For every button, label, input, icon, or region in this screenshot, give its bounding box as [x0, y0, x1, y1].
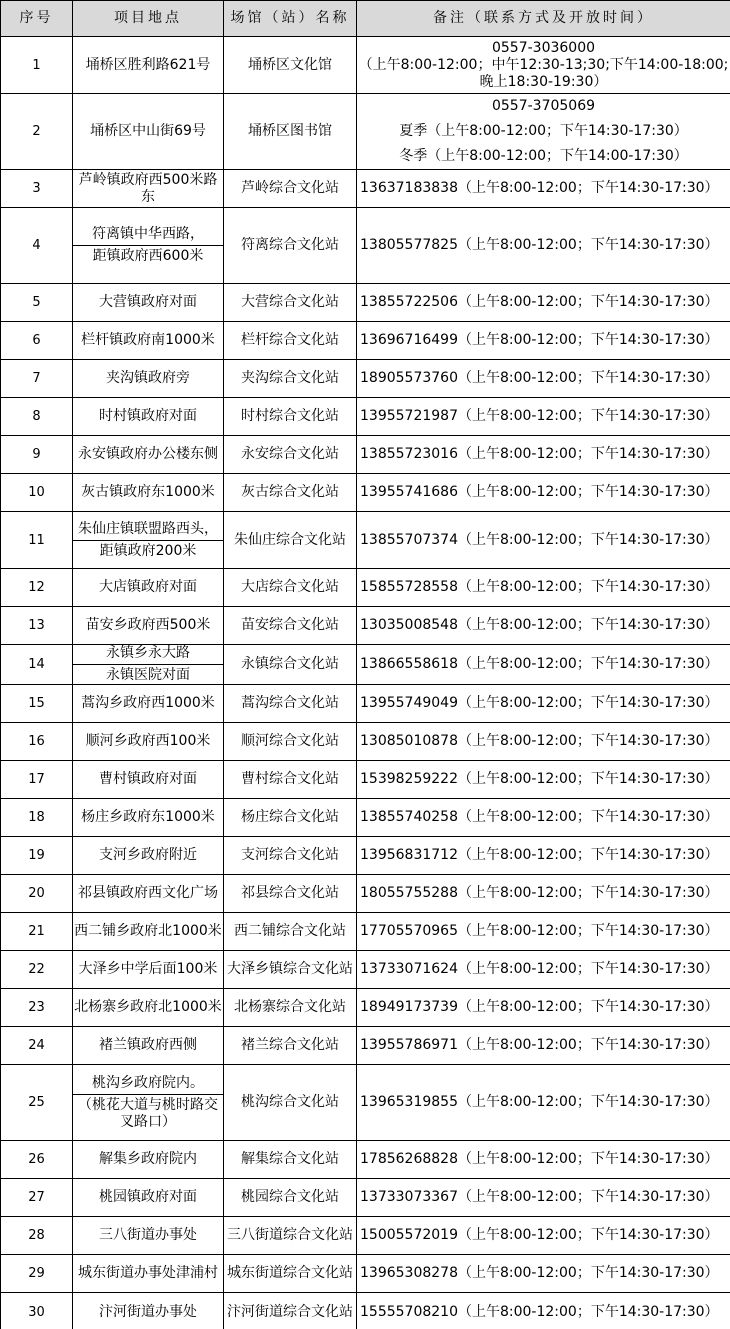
- row-seq: 1: [1, 37, 73, 94]
- table-row: [1, 799, 730, 837]
- header-seq: 序号: [1, 1, 73, 37]
- table-row: [1, 1293, 730, 1329]
- row-note: [357, 951, 730, 989]
- note-text: 18949173739（上午8:00-12:00；下午14:30-17:30）: [360, 999, 719, 1015]
- row-location: [73, 607, 224, 645]
- row-seq: 27: [1, 1179, 73, 1217]
- note-text: 13696716499（上午8:00-12:00；下午14:30-17:30）: [360, 332, 719, 348]
- row-venue: 苗安综合文化站: [224, 607, 357, 645]
- note-text: 18055755288（上午8:00-12:00；下午14:30-17:30）: [360, 885, 719, 901]
- row-note: [357, 645, 730, 685]
- row-venue: 埇桥区文化馆: [224, 37, 357, 94]
- table-row: [1, 37, 730, 94]
- row-venue: 朱仙庄综合文化站: [224, 512, 357, 569]
- row-seq: 19: [1, 837, 73, 875]
- row-note: [357, 284, 730, 322]
- row-seq: 13: [1, 607, 73, 645]
- row-seq: 26: [1, 1141, 73, 1179]
- row-location: [73, 1065, 224, 1141]
- note-text: 13965308278（上午8:00-12:00；下午14:30-17:30）: [360, 1265, 719, 1281]
- row-seq: 12: [1, 569, 73, 607]
- location-divider: [73, 245, 223, 246]
- location-text: 桃园镇政府对面: [99, 1189, 197, 1205]
- note-text: 13955749049（上午8:00-12:00；下午14:30-17:30）: [360, 695, 719, 711]
- row-venue: 曹村综合文化站: [224, 761, 357, 799]
- location-text: 距镇政府200米: [99, 542, 197, 559]
- table-row: [1, 94, 730, 170]
- location-text: 永镇医院对面: [106, 667, 190, 683]
- location-text: 夹沟镇政府旁: [106, 370, 190, 386]
- table-row: [1, 1179, 730, 1217]
- row-note: [357, 1027, 730, 1065]
- row-seq: 5: [1, 284, 73, 322]
- row-seq: 8: [1, 398, 73, 436]
- row-venue: 芦岭综合文化站: [224, 170, 357, 208]
- location-text: 桃沟乡政府院内。: [92, 1074, 204, 1091]
- note-text: 18905573760（上午8:00-12:00；下午14:30-17:30）: [360, 370, 719, 386]
- note-text: 17705570965（上午8:00-12:00；下午14:30-17:30）: [360, 923, 719, 939]
- note-text: 15555708210（上午8:00-12:00；下午14:30-17:30）: [360, 1303, 719, 1320]
- note-text: 13035008548（上午8:00-12:00；下午14:30-17:30）: [360, 617, 719, 633]
- note-text: 13805577825（上午8:00-12:00；下午14:30-17:30）: [360, 237, 719, 253]
- row-note: [357, 875, 730, 913]
- row-note: [357, 398, 730, 436]
- row-note: [357, 208, 730, 284]
- location-text: 顺河乡政府西100米: [85, 733, 211, 749]
- row-seq: 4: [1, 208, 73, 284]
- location-text: 曹村镇政府对面: [99, 771, 197, 787]
- row-venue: 三八街道综合文化站: [224, 1217, 357, 1255]
- table-row: [1, 1255, 730, 1293]
- row-location: [73, 875, 224, 913]
- row-seq: 2: [1, 94, 73, 170]
- location-text: 符离镇中华西路，: [92, 226, 204, 242]
- table-row: [1, 1027, 730, 1065]
- location-text: 北杨寨乡政府北1000米: [74, 999, 222, 1015]
- location-text: 蒿沟乡政府西1000米: [81, 695, 215, 711]
- row-venue: 杨庄综合文化站: [224, 799, 357, 837]
- row-seq: 16: [1, 723, 73, 761]
- row-venue: 桃园综合文化站: [224, 1179, 357, 1217]
- note-text: 13855722506（上午8:00-12:00；下午14:30-17:30）: [360, 294, 719, 310]
- note-text: 13085010878（上午8:00-12:00；下午14:30-17:30）: [360, 733, 719, 749]
- row-venue: 城东街道综合文化站: [224, 1255, 357, 1293]
- row-note: [357, 436, 730, 474]
- row-seq: 18: [1, 799, 73, 837]
- row-venue: 大泽乡镇综合文化站: [224, 951, 357, 989]
- location-divider: [73, 1094, 223, 1095]
- row-note: [357, 360, 730, 398]
- row-location: [73, 989, 224, 1027]
- location-text: 灰古镇政府东1000米: [81, 484, 215, 500]
- row-note: [357, 799, 730, 837]
- table-row: [1, 761, 730, 799]
- row-note: [357, 1255, 730, 1293]
- row-venue: 北杨寨综合文化站: [224, 989, 357, 1027]
- row-location: [73, 1179, 224, 1217]
- note-text: 17856268828（上午8:00-12:00；下午14:30-17:30）: [360, 1151, 719, 1167]
- row-location: [73, 37, 224, 94]
- row-location: [73, 761, 224, 799]
- row-venue: 夹沟综合文化站: [224, 360, 357, 398]
- table-row: [1, 512, 730, 569]
- location-text: 城东街道办事处津浦村: [78, 1265, 218, 1281]
- table-row: [1, 837, 730, 875]
- note-text: 13733073367（上午8:00-12:00；下午14:30-17:30）: [360, 1189, 719, 1205]
- row-seq: 20: [1, 875, 73, 913]
- row-note: [357, 1141, 730, 1179]
- row-seq: 9: [1, 436, 73, 474]
- location-text: 大营镇政府对面: [99, 294, 197, 310]
- row-seq: 28: [1, 1217, 73, 1255]
- row-note: [357, 1217, 730, 1255]
- location-divider: [73, 540, 223, 541]
- note-text: 13955721987（上午8:00-12:00；下午14:30-17:30）: [360, 408, 719, 424]
- note-text: 15005572019（上午8:00-12:00；下午14:30-17:30）: [360, 1227, 719, 1243]
- row-location: [73, 474, 224, 512]
- note-text: 15398259222（上午8:00-12:00；下午14:30-17:30）: [360, 771, 719, 787]
- row-location: [73, 1293, 224, 1329]
- row-location: [73, 1255, 224, 1293]
- location-divider: [73, 664, 223, 665]
- table-row: [1, 208, 730, 284]
- location-text: 埇桥区胜利路621号: [85, 56, 211, 73]
- table-row: [1, 913, 730, 951]
- note-text: 13855707374（上午8:00-12:00；下午14:30-17:30）: [360, 531, 719, 548]
- location-text: 永镇乡永大路: [106, 645, 190, 661]
- table-row: [1, 989, 730, 1027]
- table-row: [1, 875, 730, 913]
- row-location: [73, 645, 224, 685]
- row-location: [73, 951, 224, 989]
- row-note: [357, 607, 730, 645]
- row-note: [357, 322, 730, 360]
- note-text: 13955786971（上午8:00-12:00；下午14:30-17:30）: [360, 1037, 719, 1053]
- row-seq: 6: [1, 322, 73, 360]
- row-note: [357, 37, 730, 94]
- location-text: 埇桥区中山街69号: [90, 123, 206, 139]
- note-text: 13733071624（上午8:00-12:00；下午14:30-17:30）: [360, 961, 719, 977]
- row-venue: 大店综合文化站: [224, 569, 357, 607]
- table-row: [1, 723, 730, 761]
- location-text: 西二铺乡政府北1000米: [74, 923, 222, 939]
- row-seq: 25: [1, 1065, 73, 1141]
- table-row: [1, 1065, 730, 1141]
- row-note: [357, 512, 730, 569]
- location-text: 杨庄乡政府东1000米: [81, 809, 215, 825]
- table-row: [1, 569, 730, 607]
- location-text: 大泽乡中学后面100米: [78, 961, 218, 977]
- row-venue: 支河综合文化站: [224, 837, 357, 875]
- row-location: [73, 799, 224, 837]
- note-text: 13855740258（上午8:00-12:00；下午14:30-17:30）: [360, 809, 719, 825]
- row-seq: 30: [1, 1293, 73, 1329]
- row-seq: 23: [1, 989, 73, 1027]
- row-note: [357, 685, 730, 723]
- table-row: [1, 607, 730, 645]
- row-location: [73, 1027, 224, 1065]
- location-text: 芦岭镇政府西500米路东: [78, 171, 218, 205]
- table-row: [1, 1217, 730, 1255]
- row-venue: 灰古综合文化站: [224, 474, 357, 512]
- row-location: [73, 1217, 224, 1255]
- row-venue: 永安综合文化站: [224, 436, 357, 474]
- row-note: [357, 569, 730, 607]
- row-seq: 24: [1, 1027, 73, 1065]
- row-venue: 褚兰综合文化站: [224, 1027, 357, 1065]
- location-text: 距镇政府西600米: [92, 248, 204, 264]
- location-text: 解集乡政府院内: [99, 1151, 197, 1167]
- note-text: 15855728558（上午8:00-12:00；下午14:30-17:30）: [360, 579, 719, 595]
- table-row: [1, 474, 730, 512]
- row-venue: 时村综合文化站: [224, 398, 357, 436]
- row-venue: 埇桥区图书馆: [224, 94, 357, 170]
- row-venue: 顺河综合文化站: [224, 723, 357, 761]
- row-seq: 11: [1, 512, 73, 569]
- location-text: 时村镇政府对面: [99, 408, 197, 424]
- header-row: [1, 1, 730, 37]
- row-location: [73, 685, 224, 723]
- row-note: [357, 989, 730, 1027]
- header-venue: 场馆（站）名称: [224, 1, 357, 37]
- row-seq: 17: [1, 761, 73, 799]
- header-note: 备注（联系方式及开放时间）: [357, 1, 730, 37]
- row-seq: 29: [1, 1255, 73, 1293]
- row-seq: 10: [1, 474, 73, 512]
- row-note: [357, 1179, 730, 1217]
- note-text: 13955741686（上午8:00-12:00；下午14:30-17:30）: [360, 484, 719, 500]
- row-seq: 7: [1, 360, 73, 398]
- note-text: 13866558618（上午8:00-12:00；下午14:30-17:30）: [360, 656, 719, 672]
- row-location: [73, 512, 224, 569]
- table-row: [1, 322, 730, 360]
- row-seq: 14: [1, 645, 73, 685]
- row-seq: 21: [1, 913, 73, 951]
- row-venue: 永镇综合文化站: [224, 645, 357, 685]
- table-row: [1, 951, 730, 989]
- location-text: 支河乡政府附近: [99, 847, 197, 863]
- table-row: [1, 398, 730, 436]
- note-text: 0557-3036000: [491, 39, 596, 56]
- row-venue: 西二铺综合文化站: [224, 913, 357, 951]
- table-row: [1, 284, 730, 322]
- row-location: [73, 94, 224, 170]
- row-seq: 15: [1, 685, 73, 723]
- row-venue: 大营综合文化站: [224, 284, 357, 322]
- row-location: [73, 723, 224, 761]
- location-text: （桃花大道与桃时路交叉路口）: [78, 1096, 218, 1130]
- row-venue: 解集综合文化站: [224, 1141, 357, 1179]
- location-text: 三八街道办事处: [99, 1227, 197, 1243]
- row-venue: 蒿沟综合文化站: [224, 685, 357, 723]
- note-text: 13965319855（上午8:00-12:00；下午14:30-17:30）: [360, 1094, 719, 1110]
- row-seq: 22: [1, 951, 73, 989]
- row-note: [357, 723, 730, 761]
- location-text: 栏杆镇政府南1000米: [81, 332, 215, 348]
- table-row: [1, 170, 730, 208]
- row-note: [357, 761, 730, 799]
- row-location: [73, 837, 224, 875]
- row-location: [73, 436, 224, 474]
- header-location: 项目地点: [73, 1, 224, 37]
- row-location: [73, 360, 224, 398]
- row-venue: 栏杆综合文化站: [224, 322, 357, 360]
- note-text: 夏季（上午8:00-12:00；下午14:30-17:30）: [399, 123, 688, 139]
- row-location: [73, 322, 224, 360]
- table-row: [1, 685, 730, 723]
- row-venue: 符离综合文化站: [224, 208, 357, 284]
- row-location: [73, 569, 224, 607]
- location-text: 永安镇政府办公楼东侧: [78, 446, 218, 462]
- row-note: [357, 913, 730, 951]
- row-note: [357, 94, 730, 170]
- note-text: 13956831712（上午8:00-12:00；下午14:30-17:30）: [360, 847, 719, 863]
- note-text: 0557-3705069: [491, 98, 596, 114]
- row-note: [357, 170, 730, 208]
- location-text: 祁县镇政府西文化广场: [78, 885, 218, 901]
- row-location: [73, 913, 224, 951]
- table-row: [1, 360, 730, 398]
- location-text: 苗安乡政府西500米: [85, 617, 211, 633]
- note-text: 冬季（上午8:00-12:00；下午14:00-17:30）: [399, 148, 688, 164]
- location-text: 汴河街道办事处: [99, 1303, 197, 1320]
- row-seq: 3: [1, 170, 73, 208]
- row-location: [73, 284, 224, 322]
- row-venue: 桃沟综合文化站: [224, 1065, 357, 1141]
- table-row: [1, 645, 730, 685]
- row-venue: 祁县综合文化站: [224, 875, 357, 913]
- row-location: [73, 170, 224, 208]
- row-note: [357, 474, 730, 512]
- location-text: 朱仙庄镇联盟路西头，: [78, 520, 218, 537]
- row-venue: 汴河街道综合文化站: [224, 1293, 357, 1329]
- row-note: [357, 1293, 730, 1329]
- row-location: [73, 398, 224, 436]
- table-row: [1, 436, 730, 474]
- row-location: [73, 1141, 224, 1179]
- table-row: [1, 1141, 730, 1179]
- note-text: （上午8:00-12:00；中午12:30-13;30;下午14:00-18:00;晚上18:30-19:30）: [358, 56, 729, 90]
- row-note: [357, 837, 730, 875]
- row-location: [73, 208, 224, 284]
- table-body: [1, 37, 730, 1329]
- row-note: [357, 1065, 730, 1141]
- location-text: 褚兰镇政府西侧: [99, 1037, 197, 1053]
- note-text: 13855723016（上午8:00-12:00；下午14:30-17:30）: [360, 446, 719, 462]
- note-text: 13637183838（上午8:00-12:00；下午14:30-17:30）: [360, 180, 719, 196]
- location-text: 大店镇政府对面: [99, 579, 197, 595]
